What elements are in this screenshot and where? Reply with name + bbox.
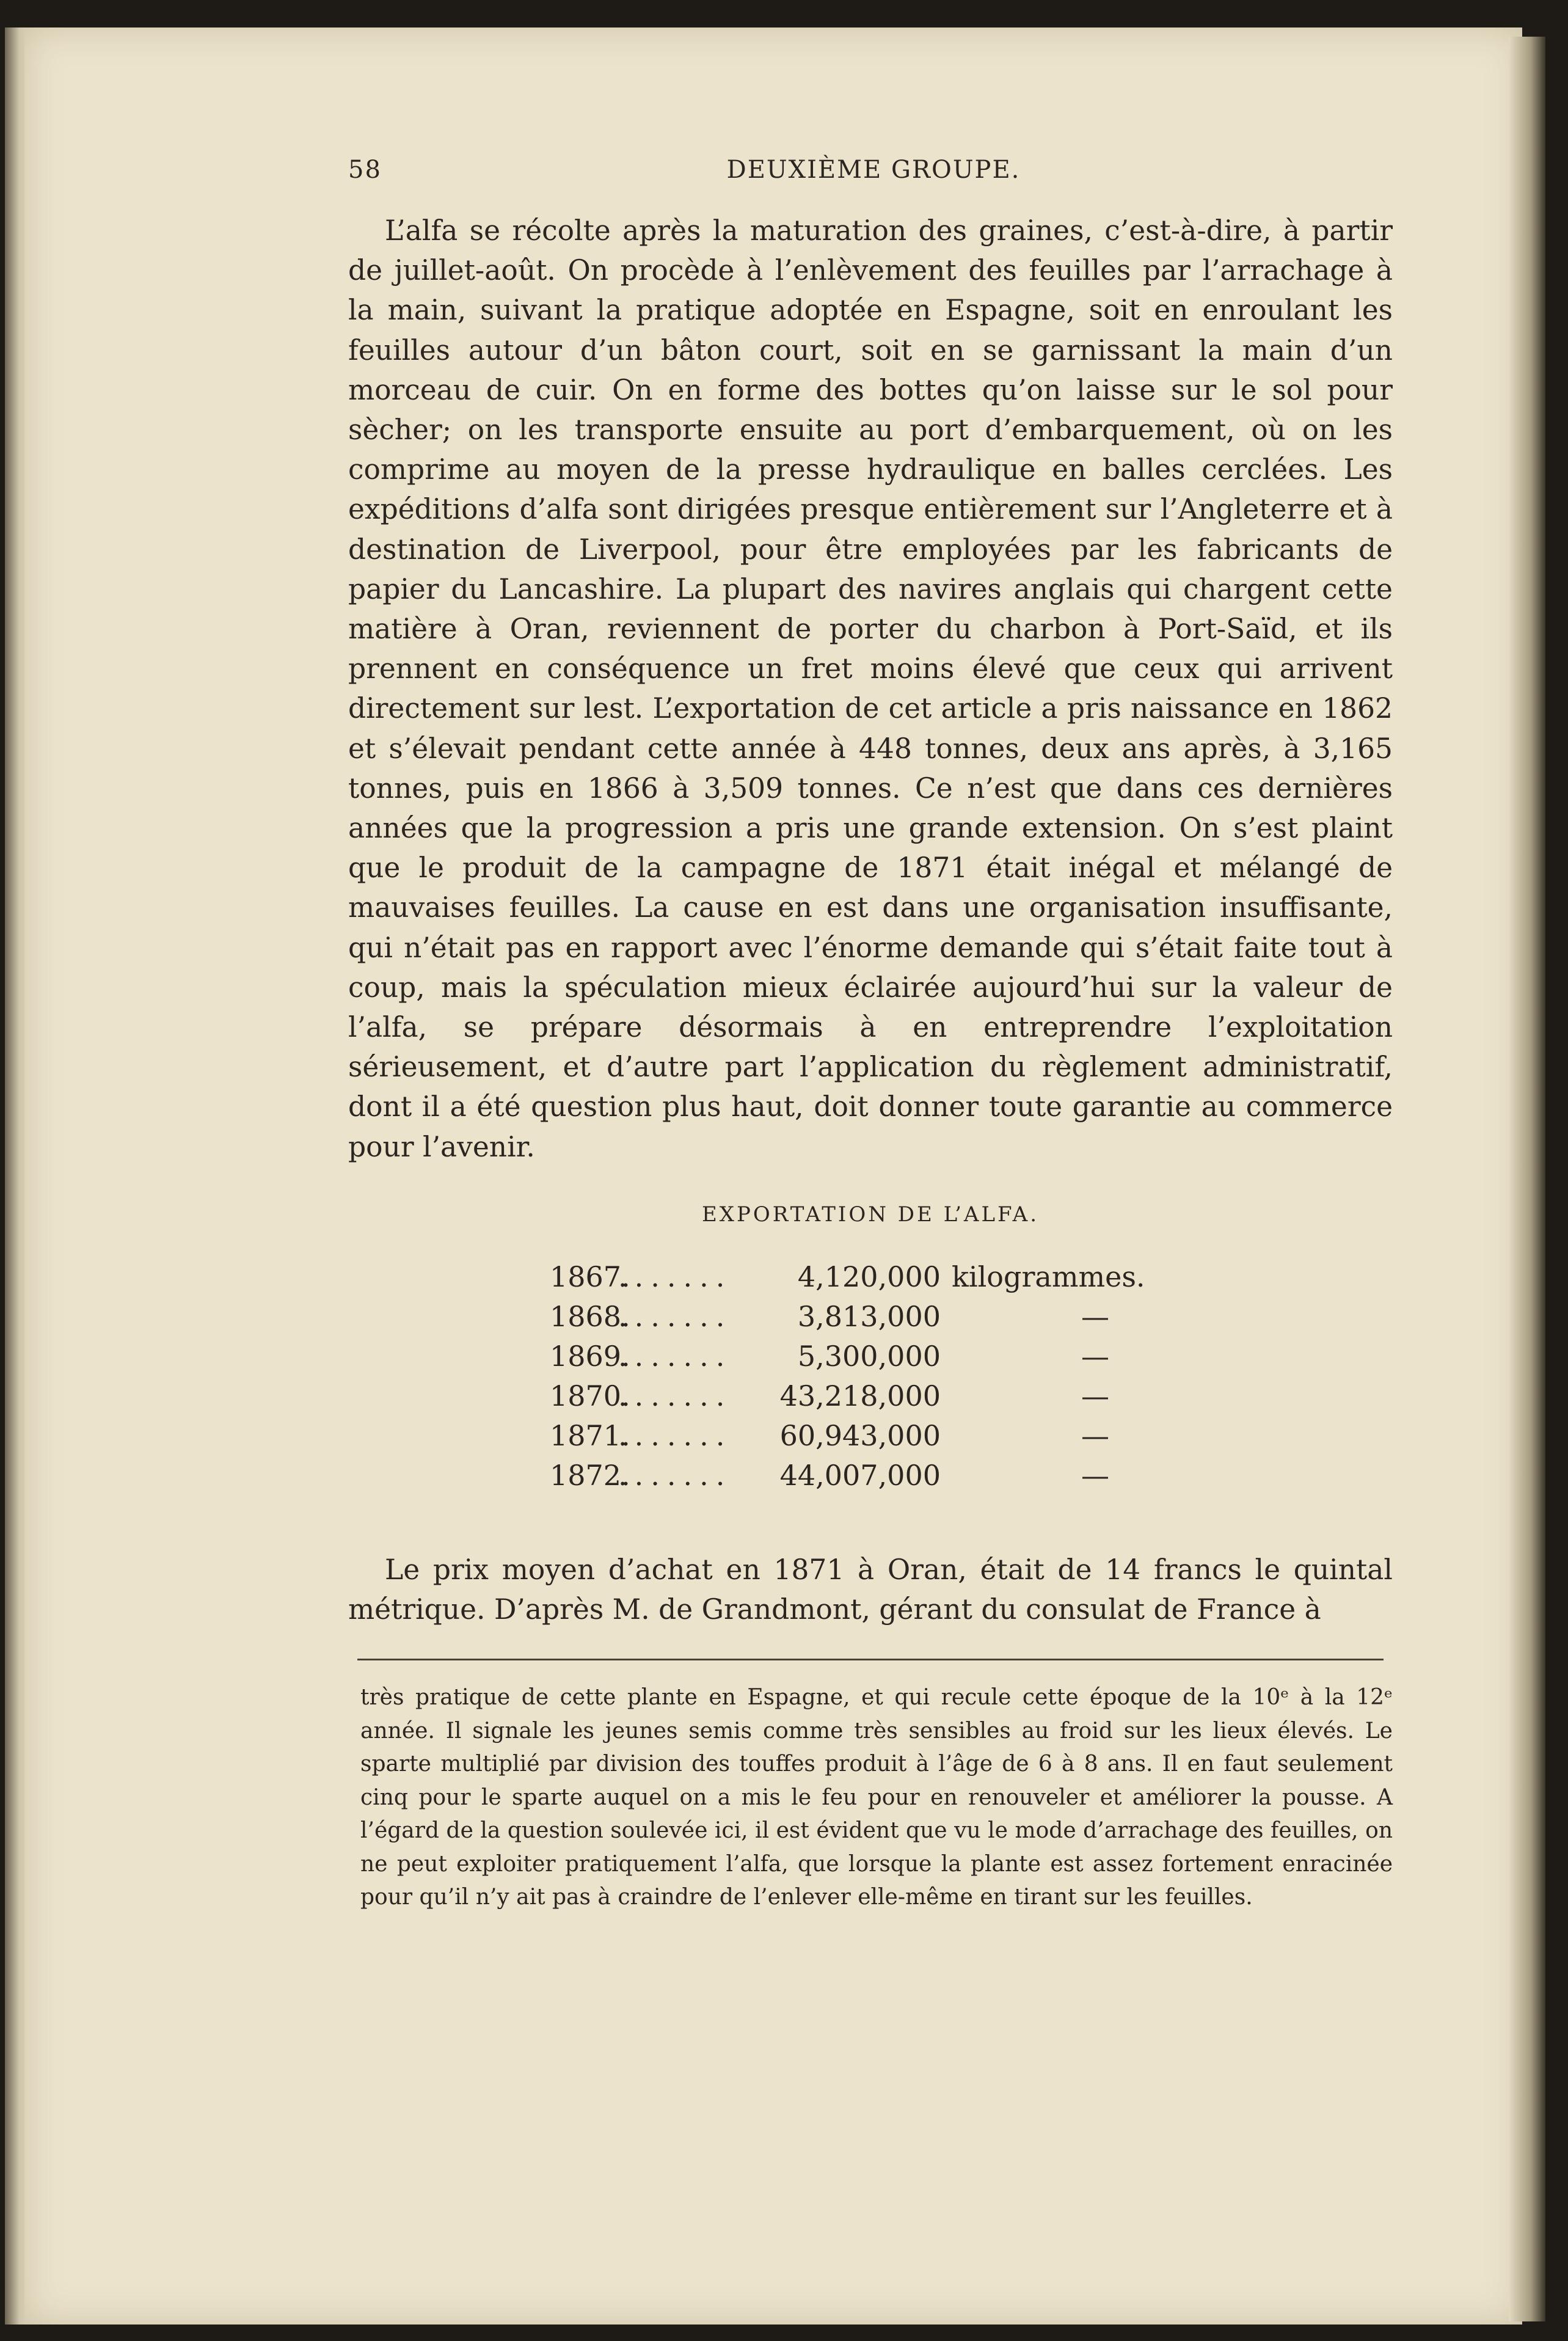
table-row (550, 1416, 1283, 1456)
row-year: 1869. (550, 1340, 630, 1373)
row-leader: ....... (618, 1379, 732, 1412)
row-ditto: — (1081, 1379, 1109, 1412)
table-row (550, 1456, 1283, 1496)
page-edge-right (1509, 37, 1545, 2321)
row-quantity: 44,007,000 (779, 1459, 941, 1492)
export-table (550, 1257, 1283, 1496)
row-year: 1871. (550, 1419, 630, 1452)
row-ditto: — (1081, 1300, 1109, 1333)
footnote: très pratique de cette plante en Espagne, et qui recule cette époque de la 10ᵉ à la 12ᵉ année. Il signale les jeunes semis comme très sensibles au froid sur les lieux élevés. Le sparte multiplié par division des touffes produit à l’âge de 6 à 8 ans. Il en faut seulement cinq pour le sparte auquel on a mis le feu pour en renouveler et améliorer la pousse. A l’égard de la question soulevée ici, il est évident que vu le mode d’arrachage des feuilles, on ne peut exploiter pratiquement l’alfa, que lorsque la plante est assez fortement enracinée pour qu’il n’y ait pas à craindre de l’enlever elle-même en tirant sur les feuilles. (360, 1685, 1393, 1910)
row-year: 1870. (550, 1379, 630, 1412)
row-leader: ....... (618, 1419, 732, 1452)
row-leader: ....... (618, 1260, 732, 1293)
main-paragraph: L’alfa se récolte après la maturation des graines, c’est-à-dire, à partir de juillet-août. On procède à l’enlèvement des feuilles par l’arrachage à la main, suivant la pratique adoptée en Espagne, soit en enroulant les feuilles autour d’un bâton court, soit en se garnissant la main d’un morceau de cuir. On en forme des bottes qu’on laisse sur le sol pour sècher; on les transporte ensuite au port d’embarquement, où on les comprime au moyen de la presse hydraulique en balles cerclées. Les expéditions d’alfa sont dirigées presque entièrement sur l’Angleterre et à destination de Liverpool, pour être employées par les fabricants de papier du Lancashire. La plupart des navires anglais qui chargent cette matière à Oran, reviennent de porter du charbon à Port-Saïd, et ils prennent en conséquence un fret moins élevé que ceux qui arrivent directement sur lest. L’exportation de cet article a pris naissance en 1862 et s’élevait pendant cette année à 448 tonnes, deux ans après, à 3,165 tonnes, puis en 1866 à 3,509 tonnes. Ce n’est que dans ces dernières années que la progression a pris une grande extension. On s’est plaint que le produit de la campagne de 1871 était inégal et mélangé de mauvaises feuilles. La cause en est dans une organisation insuffisante, qui n’était pas en rapport avec l’énorme demande qui s’était faite tout à coup, mais la spéculation mieux éclairée aujourd’hui sur la valeur de l’alfa, se prépare désormais à en entreprendre l’exploitation sérieusement, et d’autre part l’application du règlement administratif, dont il a été question plus haut, doit donner toute garantie au commerce pour l’avenir. (348, 214, 1393, 1163)
row-year: 1867. (550, 1260, 630, 1293)
page-number: 58 (348, 156, 382, 184)
row-quantity: 43,218,000 (779, 1379, 941, 1412)
table-title: EXPORTATION DE L’ALFA. (701, 1202, 1040, 1227)
page-header (348, 156, 1399, 192)
running-head: DEUXIÈME GROUPE. (726, 156, 1021, 184)
row-year: 1868. (550, 1300, 630, 1333)
row-ditto: — (1081, 1340, 1109, 1373)
row-quantity: 5,300,000 (797, 1340, 941, 1373)
table-row (550, 1376, 1283, 1416)
row-ditto: — (1081, 1459, 1109, 1492)
row-year: 1872. (550, 1459, 630, 1492)
row-leader: ....... (618, 1300, 732, 1333)
row-ditto: — (1081, 1419, 1109, 1452)
table-row (550, 1257, 1283, 1297)
row-unit: kilogrammes. (952, 1260, 1145, 1293)
row-quantity: 3,813,000 (797, 1300, 941, 1333)
row-quantity: 4,120,000 (797, 1260, 941, 1293)
table-row (550, 1337, 1283, 1376)
second-paragraph: Le prix moyen d’achat en 1871 à Oran, était de 14 francs le quintal métrique. D’après M. de Grandmont, gérant du consulat de France à (348, 1554, 1393, 1626)
row-leader: ....... (618, 1459, 732, 1492)
row-quantity: 60,943,000 (779, 1419, 941, 1452)
footnote-divider (357, 1659, 1384, 1660)
row-leader: ....... (618, 1340, 732, 1373)
table-row (550, 1297, 1283, 1337)
